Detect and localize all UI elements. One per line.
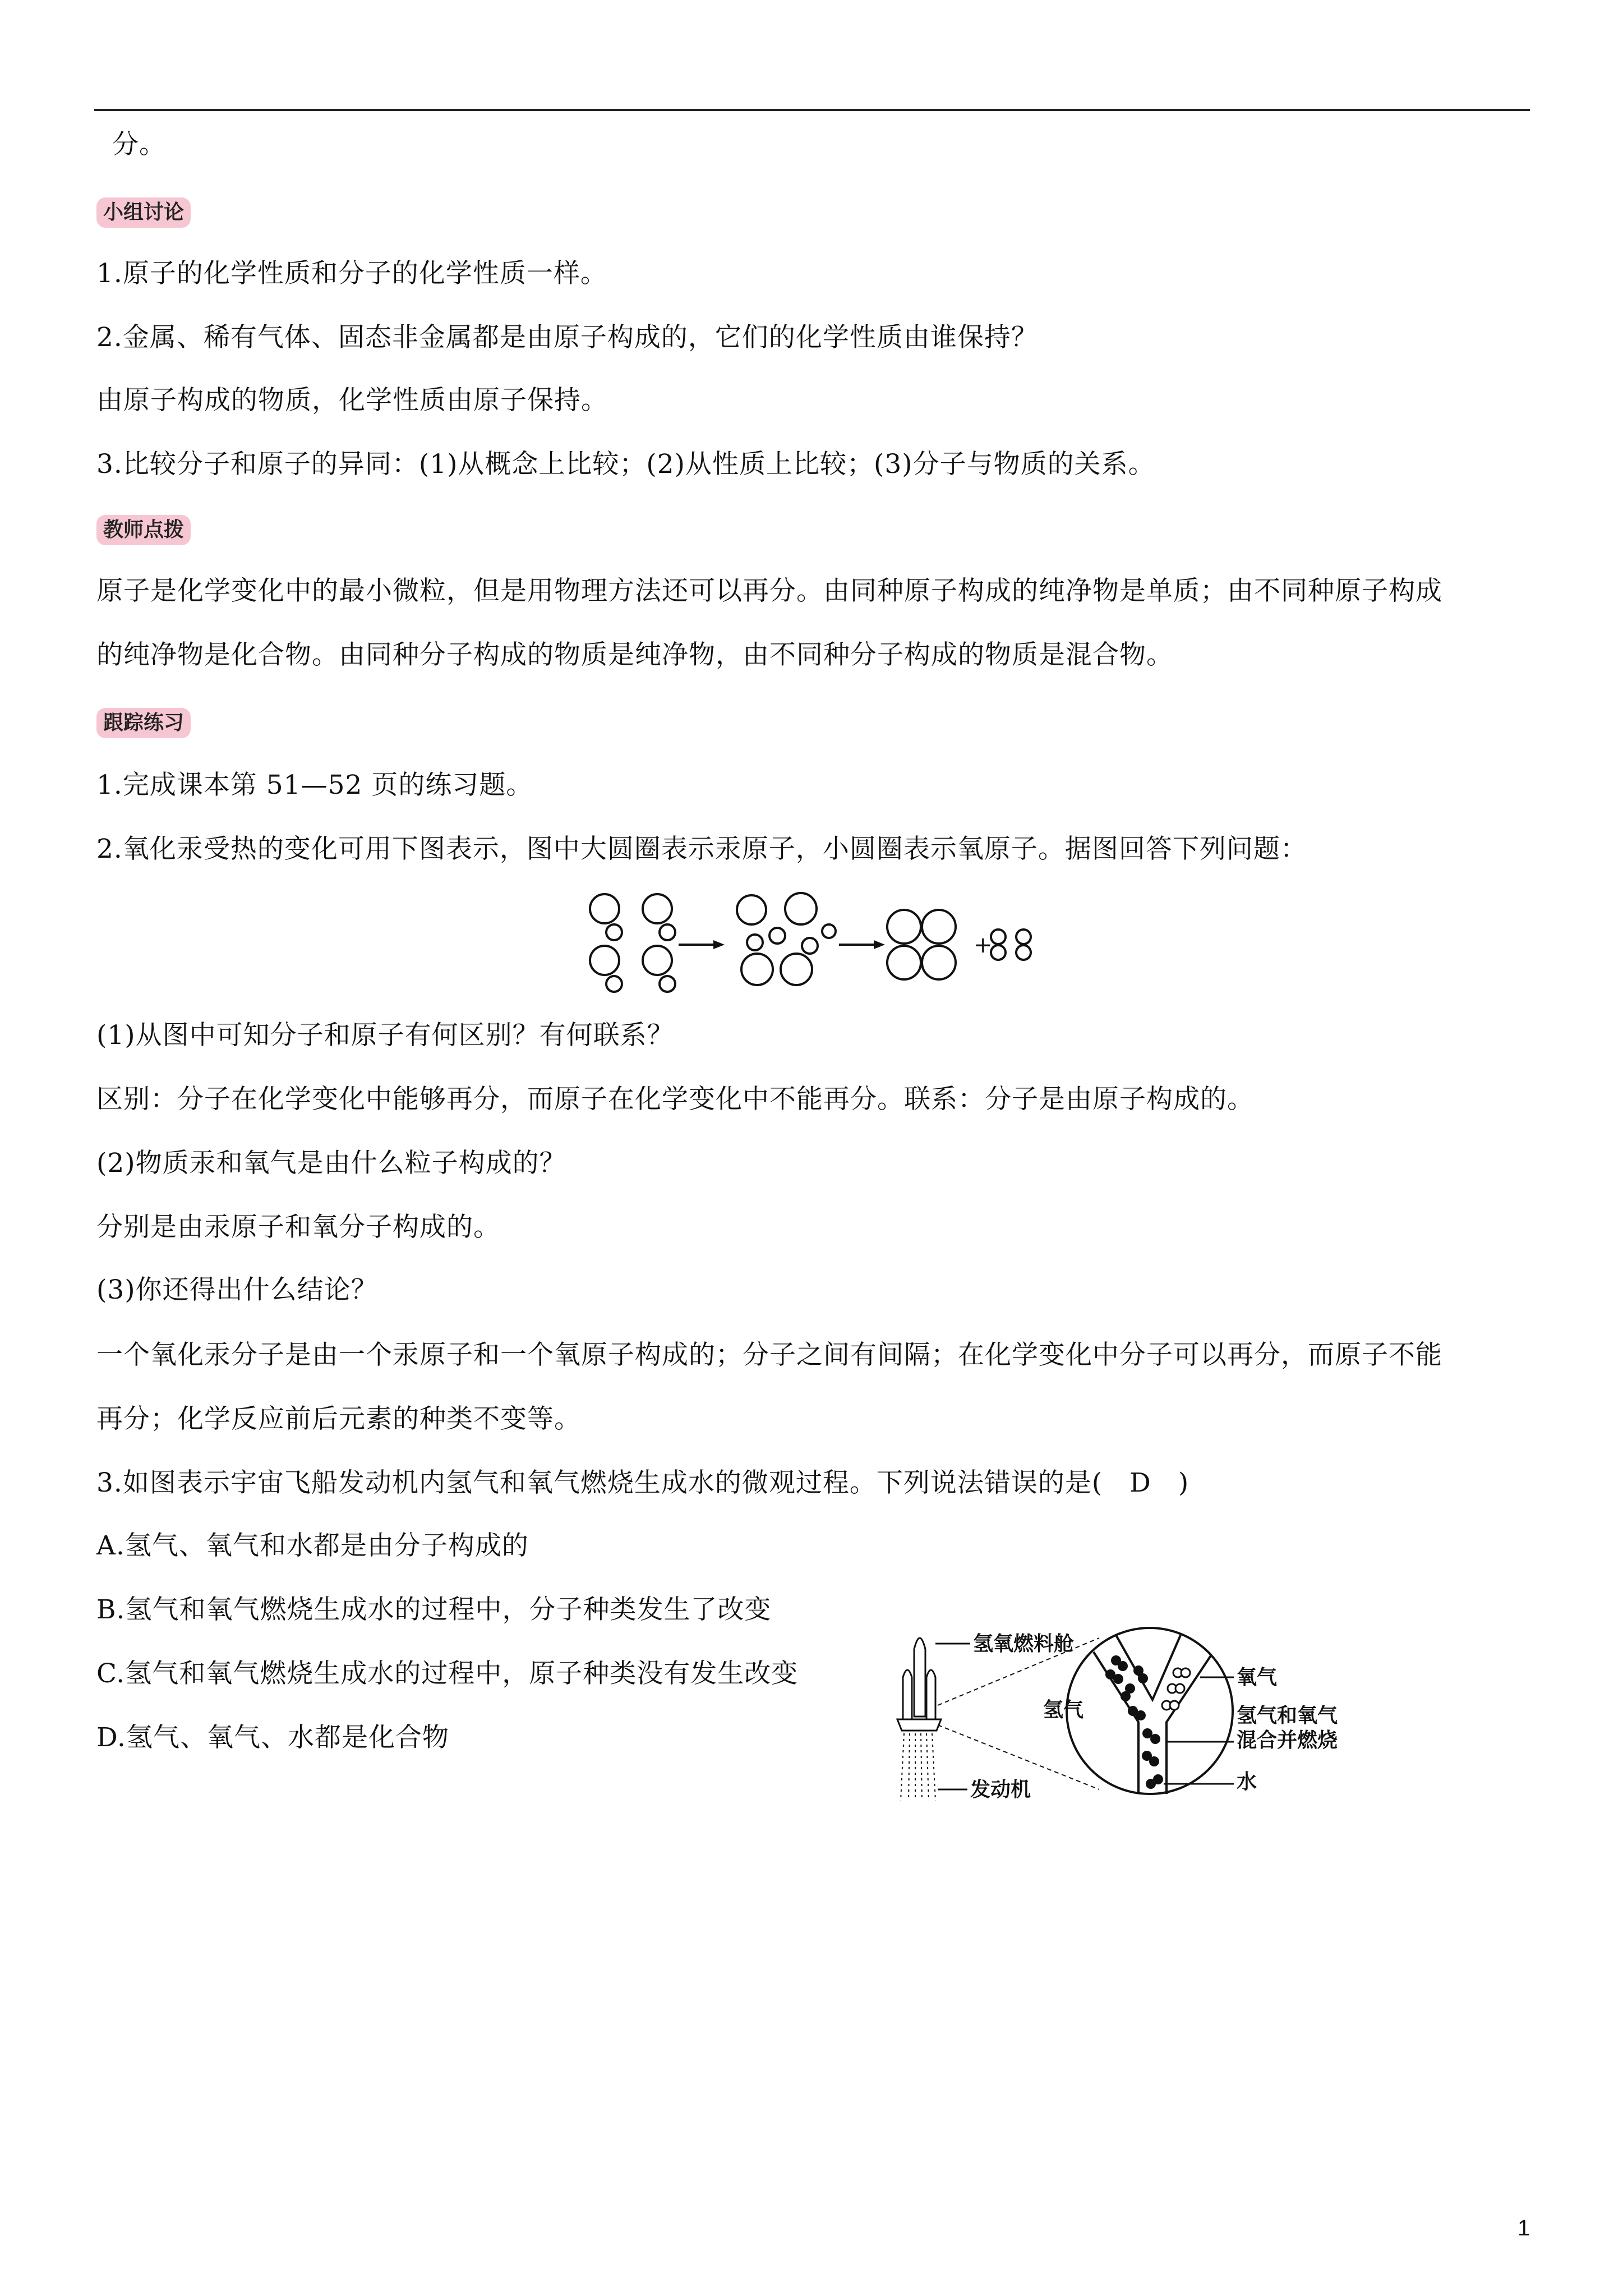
text-line: 3.比较分子和原子的异同：(1)从概念上比较；(2)从性质上比较；(3)分子与物质的关系。 xyxy=(96,449,1155,480)
mercury-oxide-diagram xyxy=(583,886,1066,999)
plus-sign: + xyxy=(974,932,993,958)
label-engine: 发动机 xyxy=(970,1778,1031,1801)
answer-line: 再分；化学反应前后元素的种类不变等。 xyxy=(96,1404,581,1434)
text-line: (1)从图中可知分子和原子有何区别？有何联系？ xyxy=(96,1020,674,1051)
answer-line: 区别：分子在化学变化中能够再分，而原子在化学变化中不能再分。联系：分子是由原子构成的。 xyxy=(96,1084,1254,1115)
answer-line: 由原子构成的物质，化学性质由原子保持。 xyxy=(96,385,608,416)
page-number: 1 xyxy=(1518,2216,1530,2240)
label-hydrogen: 氢气 xyxy=(1043,1699,1084,1722)
header-rule xyxy=(94,109,1530,111)
option-b: B.氢气和氧气燃烧生成水的过程中，分子种类发生了改变 xyxy=(96,1594,772,1625)
label-water: 水 xyxy=(1237,1770,1257,1793)
label-oxygen: 氧气 xyxy=(1237,1666,1278,1689)
label-mix-line1: 氢气和氧气 xyxy=(1237,1704,1338,1727)
label-mix-line2: 混合并燃烧 xyxy=(1237,1729,1338,1752)
section-badge-teacher: 教师点拨 xyxy=(96,515,191,545)
text-line: 1.原子的化学性质和分子的化学性质一样。 xyxy=(96,258,607,289)
section-badge-practice: 跟踪练习 xyxy=(96,708,191,738)
label-fuel-tank: 氢氧燃料舱 xyxy=(973,1632,1075,1655)
text-line: (3)你还得出什么结论？ xyxy=(96,1274,378,1305)
option-d: D.氢气、氧气、水都是化合物 xyxy=(96,1722,449,1753)
question-line: 3.如图表示宇宙飞船发动机内氢气和氧气燃烧生成水的微观过程。下列说法错误的是( D ) xyxy=(96,1467,1189,1498)
text-line: 原子是化学变化中的最小微粒，但是用物理方法还可以再分。由同种原子构成的纯净物是单质；由不同种原子构成 xyxy=(96,576,1442,606)
text-line: 的纯净物是化合物。由同种分子构成的物质是纯净物，由不同种分子构成的物质是混合物。 xyxy=(96,639,1173,670)
text-line: (2)物质汞和氧气是由什么粒子构成的？ xyxy=(96,1148,566,1179)
option-c: C.氢气和氧气燃烧生成水的过程中，原子种类没有发生改变 xyxy=(96,1658,799,1689)
section-badge-discussion: 小组讨论 xyxy=(96,197,191,228)
option-a: A.氢气、氧气和水都是由分子构成的 xyxy=(96,1530,529,1561)
text-line: 2.氧化汞受热的变化可用下图表示，图中大圆圈表示汞原子，小圆圈表示氧原子。据图回答下列问题： xyxy=(96,834,1307,864)
answer-line: 一个氧化汞分子是由一个汞原子和一个氧原子构成的；分子之间有间隔；在化学变化中分子可以再分，而原子不能 xyxy=(96,1340,1442,1370)
text-line: 1.完成课本第 51—52 页的练习题。 xyxy=(96,770,533,800)
spacecraft-engine-diagram xyxy=(875,1621,1380,1812)
text-line: 2.金属、稀有气体、固态非金属都是由原子构成的，它们的化学性质由谁保持？ xyxy=(96,322,1038,353)
text-line: 分。 xyxy=(112,129,166,160)
answer-line: 分别是由汞原子和氧分子构成的。 xyxy=(96,1212,500,1243)
